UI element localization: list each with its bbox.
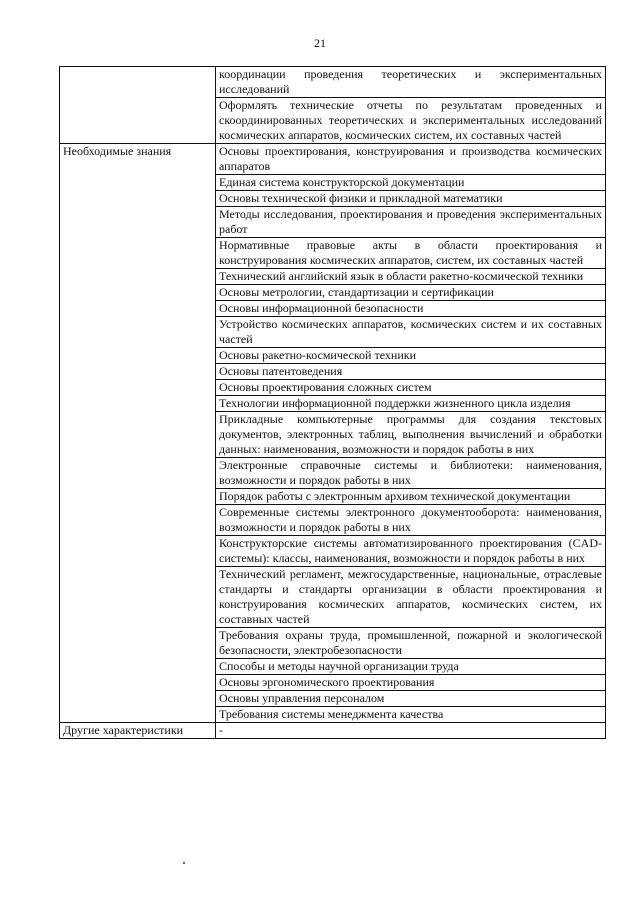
- knowledge-item-text: Электронные справочные системы и библиотеки: наименования, возможности и порядок работы в них: [219, 458, 602, 487]
- table-row: [60, 144, 606, 175]
- knowledge-item-text: Единая система конструкторской документации: [219, 175, 465, 189]
- knowledge-item-text: Основы управления персоналом: [219, 691, 385, 705]
- knowledge-item: [216, 489, 606, 505]
- knowledge-item: [216, 458, 606, 489]
- knowledge-item-text: Основы проектирования, конструирования и производства космических аппаратов: [219, 144, 602, 173]
- knowledge-item: [216, 628, 606, 659]
- other-label-cell-text: Другие характеристики: [63, 723, 184, 737]
- knowledge-item: [216, 412, 606, 458]
- knowledge-label-cell: [60, 144, 216, 723]
- knowledge-item-text: Методы исследования, проектирования и проведения экспериментальных работ: [219, 207, 602, 236]
- other-value-text: -: [219, 723, 223, 737]
- knowledge-item: [216, 675, 606, 691]
- knowledge-item: [216, 707, 606, 723]
- knowledge-item-text: Конструкторские системы автоматизированного проектирования (CAD-системы): классы, наименования, возможности и порядок работы в них: [219, 536, 602, 565]
- knowledge-item-text: Технологии информационной поддержки жизненного цикла изделия: [219, 396, 571, 410]
- knowledge-item: [216, 536, 606, 567]
- knowledge-item: [216, 396, 606, 412]
- knowledge-label-cell-text: Необходимые знания: [63, 144, 172, 158]
- knowledge-item: [216, 191, 606, 207]
- knowledge-item: [216, 567, 606, 628]
- knowledge-item-text: Прикладные компьютерные программы для создания текстовых документов, электронных таблиц, выполнения вычислений и обработки данных: наименования, возможности и порядок работы в них: [219, 412, 602, 456]
- other-value: [216, 723, 606, 739]
- knowledge-item-text: Основы технической физики и прикладной математики: [219, 191, 503, 205]
- knowledge-item-text: Основы метрологии, стандартизации и сертификации: [219, 285, 494, 299]
- knowledge-item: [216, 301, 606, 317]
- knowledge-item: [216, 691, 606, 707]
- knowledge-item: [216, 144, 606, 175]
- knowledge-item: [216, 380, 606, 396]
- knowledge-item: [216, 175, 606, 191]
- scan-speck: [183, 862, 185, 864]
- knowledge-item-text: Современные системы электронного документооборота: наименования, возможности и порядок работы в них: [219, 505, 602, 534]
- knowledge-item-text: Технический английский язык в области ракетно-космической техники: [219, 269, 584, 283]
- other-label-cell: [60, 723, 216, 739]
- knowledge-item: [216, 348, 606, 364]
- knowledge-item-text: Требования охраны труда, промышленной, пожарной и экологической безопасности, электробезопасности: [219, 628, 602, 657]
- knowledge-item: [216, 207, 606, 238]
- knowledge-item-text: Способы и методы научной организации труда: [219, 659, 459, 673]
- skill-item-text: координации проведения теоретических и экспериментальных исследований: [219, 67, 602, 96]
- knowledge-item-text: Основы информационной безопасности: [219, 301, 424, 315]
- knowledge-item-text: Устройство космических аппаратов, космических систем и их составных частей: [219, 317, 602, 346]
- knowledge-item: [216, 285, 606, 301]
- knowledge-item-text: Порядок работы с электронным архивом технической документации: [219, 489, 571, 503]
- table-row: [60, 67, 606, 98]
- knowledge-item-text: Основы ракетно-космической техники: [219, 348, 416, 362]
- table-row: [60, 723, 606, 739]
- knowledge-item-text: Основы проектирования сложных систем: [219, 380, 432, 394]
- skill-item: [216, 98, 606, 144]
- competency-table: [59, 66, 606, 739]
- skill-item: [216, 67, 606, 98]
- continuation-label-cell: [60, 67, 216, 144]
- competency-table-body: [60, 67, 606, 739]
- knowledge-item-text: Требования системы менеджмента качества: [219, 707, 444, 721]
- knowledge-item-text: Технический регламент, межгосударственные, национальные, отраслевые стандарты и стандарты организации в области проектирования и конструирования космических аппаратов, космических систем, их составных частей: [219, 567, 602, 626]
- knowledge-item: [216, 317, 606, 348]
- skill-item-text: Оформлять технические отчеты по результатам проведенных и скоординированных теоретических и экспериментальных исследований космических аппаратов, космических систем, их составных частей: [219, 98, 602, 142]
- knowledge-item: [216, 659, 606, 675]
- knowledge-item-text: Основы эргономического проектирования: [219, 675, 435, 689]
- knowledge-item: [216, 505, 606, 536]
- knowledge-item: [216, 364, 606, 380]
- knowledge-item: [216, 238, 606, 269]
- knowledge-item: [216, 269, 606, 285]
- knowledge-item-text: Основы патентоведения: [219, 364, 343, 378]
- knowledge-item-text: Нормативные правовые акты в области проектирования и конструирования космических аппаратов, систем, их составных частей: [219, 238, 602, 267]
- page-number: 21: [314, 36, 326, 50]
